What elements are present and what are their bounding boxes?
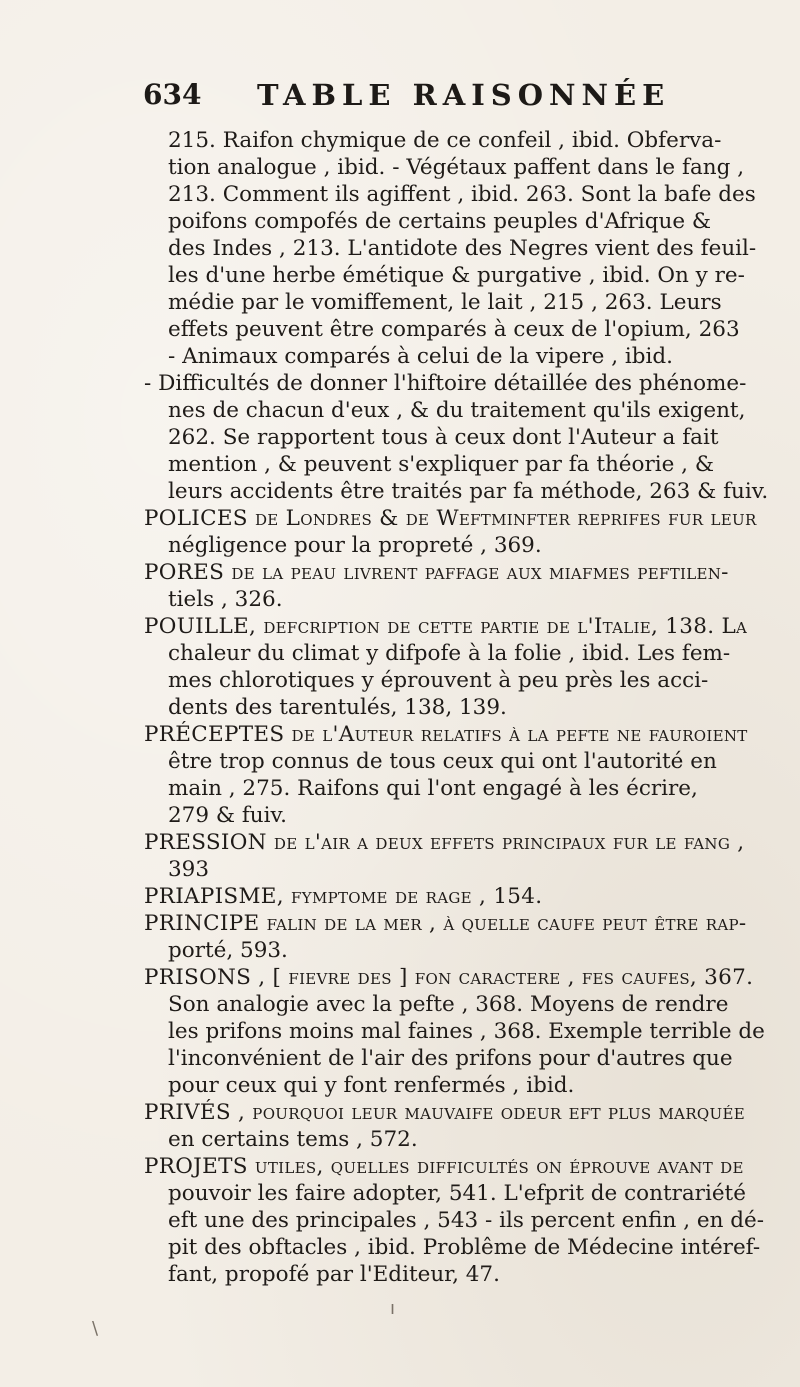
text-line: pour ceux qui y font renfermés , ibid.	[168, 1073, 575, 1098]
text-line: eft une des principales , 543 - ils percent enfin , en dé-	[168, 1208, 765, 1233]
index-entry-pouille: POUILLE, defcription de cette partie de l'Italie, 138. La	[144, 614, 748, 639]
text-line: 215. Raifon chymique de ce confeil , ibid. Obferva-	[168, 128, 722, 153]
text-line: tion analogue , ibid. - Végétaux paffent dans le fang ,	[168, 155, 745, 180]
paper-mark: \	[92, 1318, 99, 1339]
text-line: leurs accidents être traités par fa méthode, 263 & fuiv.	[168, 479, 769, 504]
text-line: 393	[168, 857, 210, 882]
text-line: négligence pour la propreté , 369.	[168, 533, 542, 558]
text-line: pit des obftacles , ibid. Problême de Médecine intéref-	[168, 1235, 761, 1260]
text-line: mention , & peuvent s'expliquer par fa théorie , &	[168, 452, 714, 477]
index-entry-prives: PRIVÉS , pourquoi leur mauvaife odeur eft plus marquée	[144, 1100, 745, 1125]
index-entry-prisons: PRISONS , [ fievre des ] fon caractere , fes caufes, 367.	[144, 965, 754, 990]
index-entry-pores: PORES de la peau livrent paffage aux miafmes peftilen-	[144, 560, 729, 585]
index-entry-pression: PRESSION de l'air a deux effets principaux fur le fang ,	[144, 830, 745, 855]
text-line: main , 275. Raifons qui l'ont engagé à les écrire,	[168, 776, 698, 801]
text-line: dents des tarentulés, 138, 139.	[168, 695, 507, 720]
text-line: les prifons moins mal faines , 368. Exemple terrible de	[168, 1019, 765, 1044]
text-line: en certains tems , 572.	[168, 1127, 418, 1152]
text-line: fant, propofé par l'Editeur, 47.	[168, 1262, 500, 1287]
page-number: 634	[143, 78, 202, 111]
text-line: effets peuvent être comparés à ceux de l'opium, 263	[168, 317, 740, 342]
text-line: - Difficultés de donner l'hiftoire détaillée des phénome-	[144, 371, 747, 396]
text-line: 279 & fuiv.	[168, 803, 287, 828]
text-line: nes de chacun d'eux , & du traitement qu'ils exigent,	[168, 398, 746, 423]
text-line: tiels , 326.	[168, 587, 283, 612]
text-line: porté, 593.	[168, 938, 288, 963]
paper-mark: ı	[390, 1298, 396, 1319]
running-title: TABLE RAISONNÉE	[257, 78, 671, 112]
text-line: mes chlorotiques y éprouvent à peu près les acci-	[168, 668, 709, 693]
text-line: - Animaux comparés à celui de la vipere , ibid.	[168, 344, 674, 369]
text-line: médie par le vomiffement, le lait , 215 , 263. Leurs	[168, 290, 722, 315]
text-line: 213. Comment ils agiffent , ibid. 263. Sont la bafe des	[168, 182, 756, 207]
text-line: Son analogie avec la pefte , 368. Moyens de rendre	[168, 992, 729, 1017]
text-line: des Indes , 213. L'antidote des Negres vient des feuil-	[168, 236, 757, 261]
index-entry-priapisme: PRIAPISME, fymptome de rage , 154.	[144, 884, 543, 909]
text-line: les d'une herbe émétique & purgative , ibid. On y re-	[168, 263, 745, 288]
text-line: 262. Se rapportent tous à ceux dont l'Auteur a fait	[168, 425, 719, 450]
index-entry-polices: POLICES de Londres & de Weftminfter reprifes fur leur	[144, 506, 757, 531]
index-entry-principe: PRINCIPE falin de la mer , à quelle caufe peut être rap-	[144, 911, 747, 936]
text-line: être trop connus de tous ceux qui ont l'autorité en	[168, 749, 717, 774]
text-line: l'inconvénient de l'air des prifons pour d'autres que	[168, 1046, 733, 1071]
text-line: pouvoir les faire adopter, 541. L'efprit de contrariété	[168, 1181, 746, 1206]
index-entry-preceptes: PRÉCEPTES de l'Auteur relatifs à la pefte ne fauroient	[144, 722, 748, 747]
text-line: poifons compofés de certains peuples d'Afrique &	[168, 209, 712, 234]
index-entry-projets: PROJETS utiles, quelles difficultés on éprouve avant de	[144, 1154, 744, 1179]
text-line: chaleur du climat y difpofe à la folie , ibid. Les fem-	[168, 641, 731, 666]
